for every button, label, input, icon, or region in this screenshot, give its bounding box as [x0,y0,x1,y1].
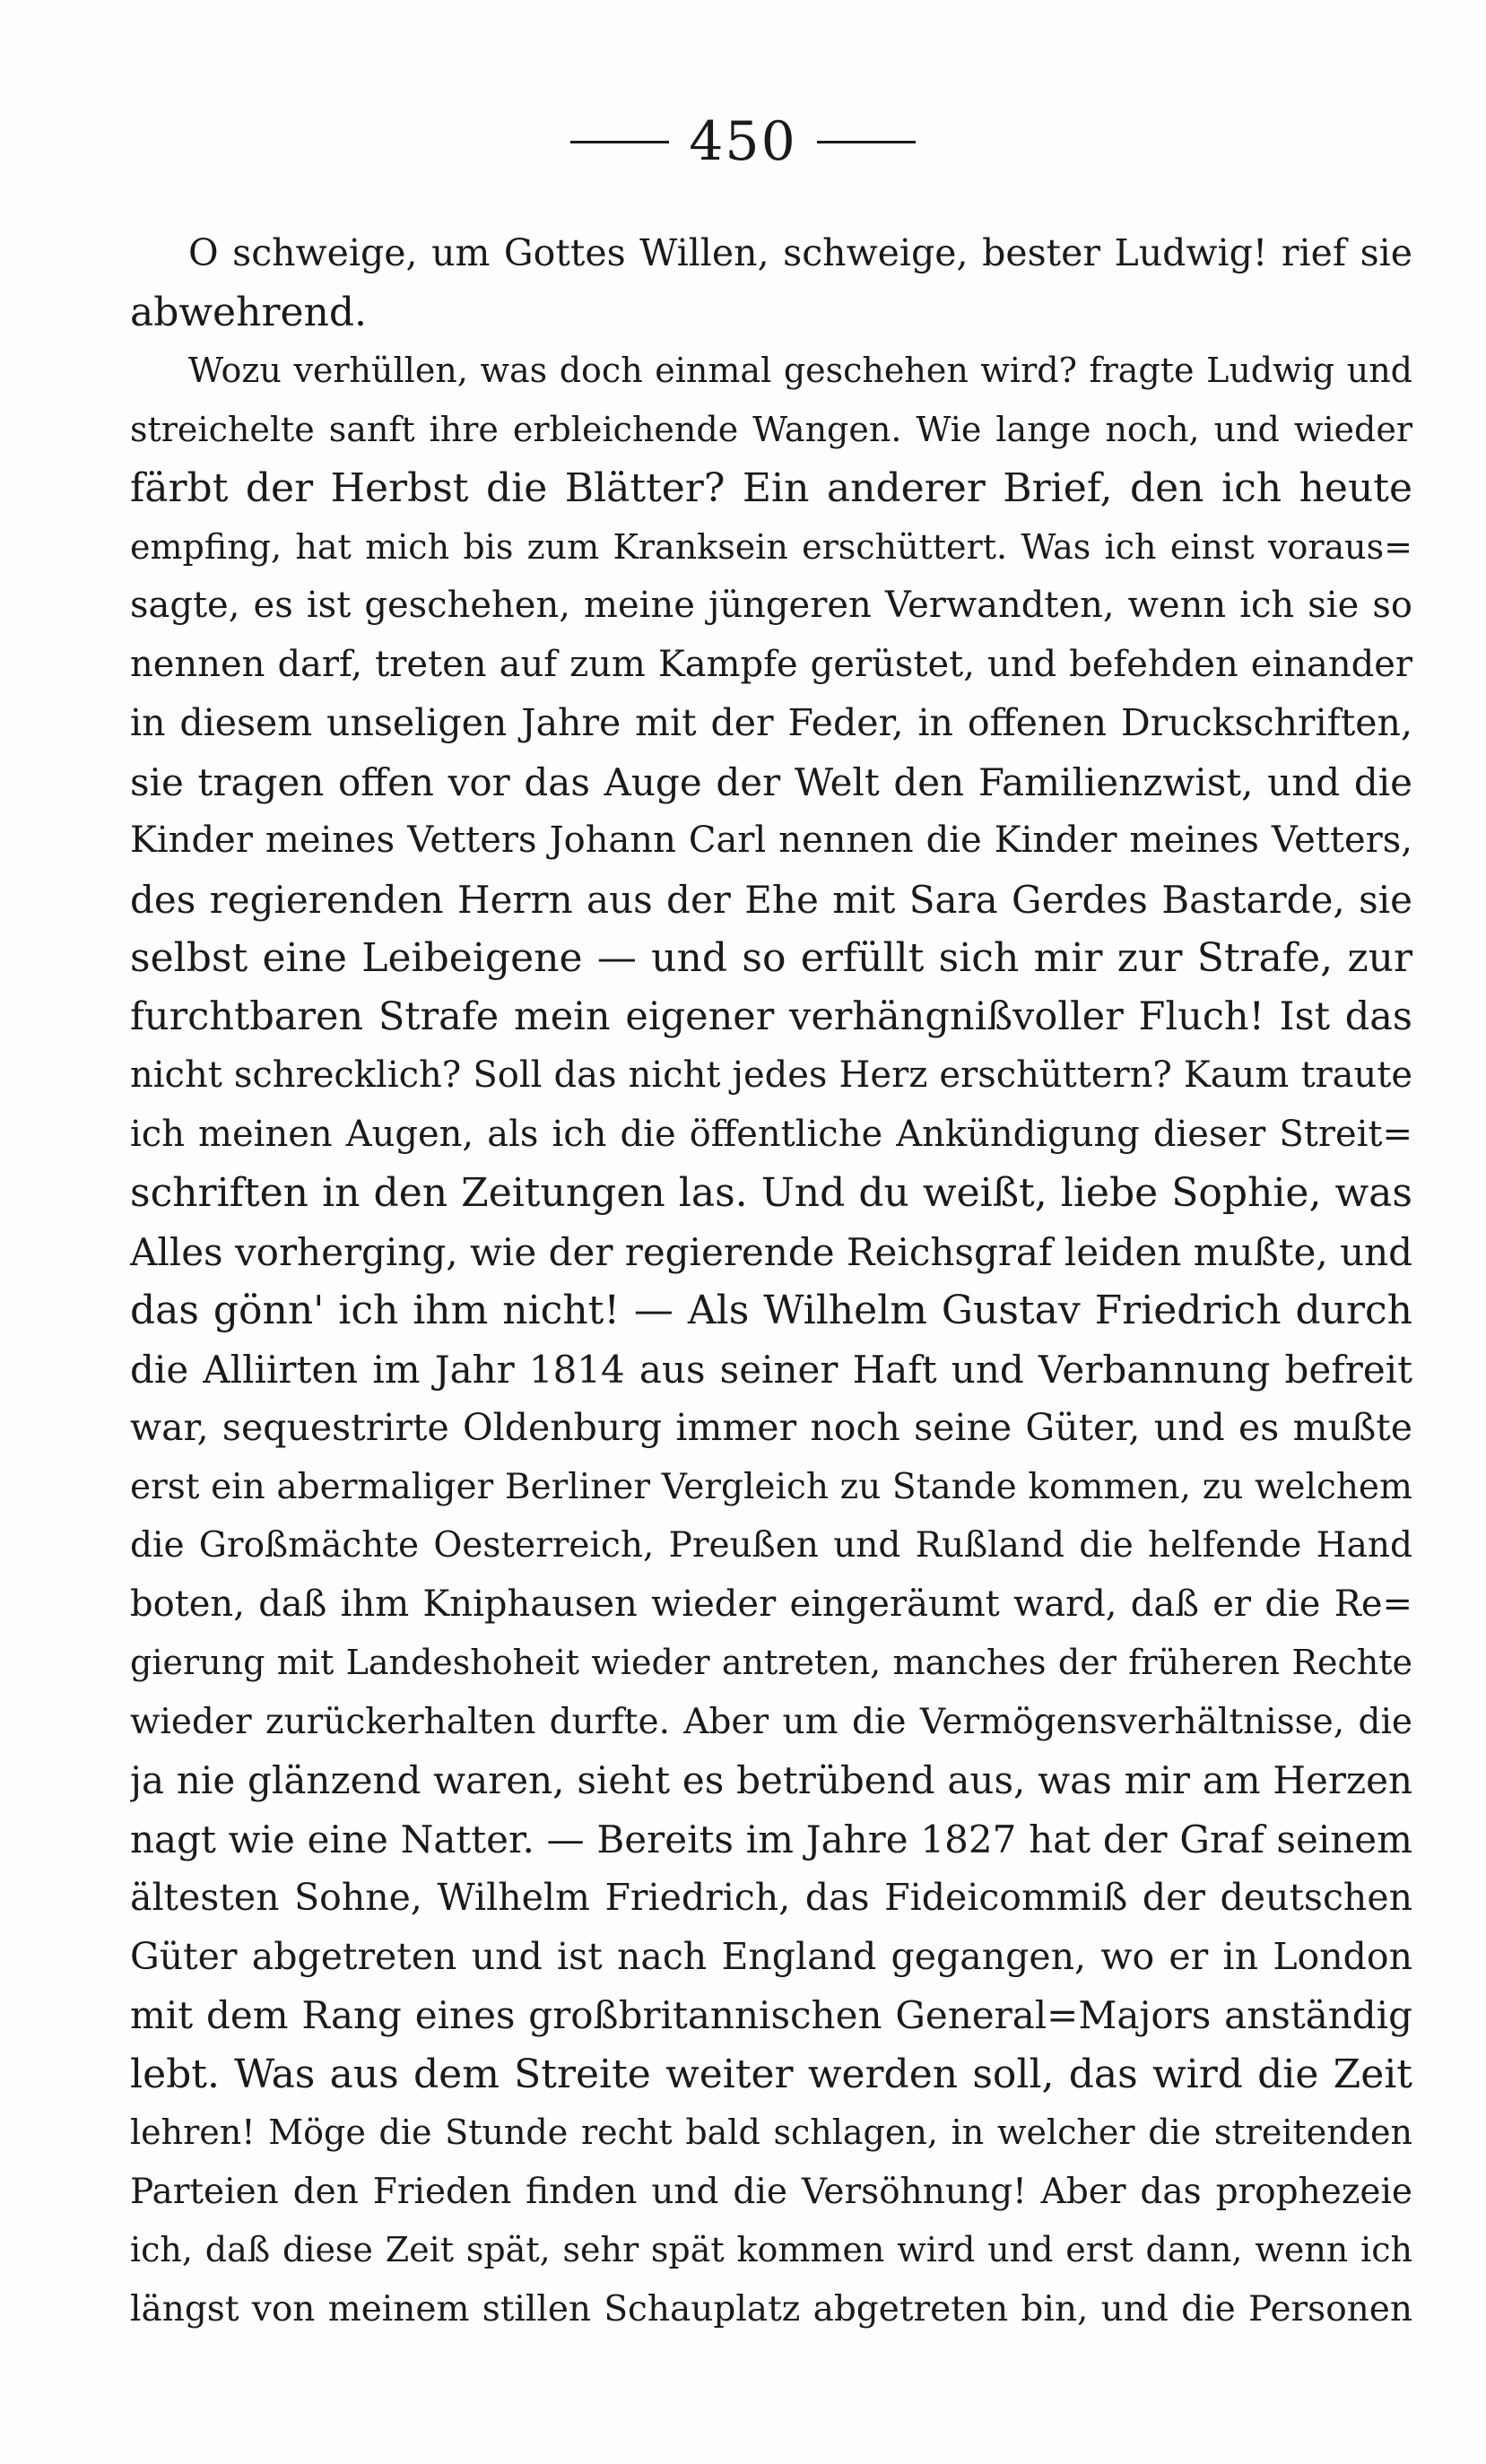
text-line: streichelte sanft ihre erbleichende Wangen. Wie lange noch, und wieder [130,409,1412,449]
text-line: färbt der Herbst die Blätter? Ein anderer Brief, den ich heute [130,465,1412,511]
text-line: Güter abgetreten und ist nach England gegangen, wo er in London [130,1934,1412,1978]
text-line: furchtbaren Strafe mein eigener verhängnißvoller Fluch! Ist das [130,993,1412,1039]
text-line: Alles vorherging, wie der regierende Reichsgraf leiden mußte, und [130,1229,1412,1274]
text-line: ich meinen Augen, als ich die öffentliche Ankündigung dieser Streit= [130,1113,1412,1155]
text-line: O schweige, um Gottes Willen, schweige, bester Ludwig! rief sie [188,231,1412,274]
text-line: nicht schrecklich? Soll das nicht jedes Herz erschüttern? Kaum traute [130,1054,1412,1096]
text-line: ich, daß diese Zeit spät, sehr spät kommen wird und erst dann, wenn ich [130,2230,1412,2269]
text-line: empfing, hat mich bis zum Kranksein erschüttert. Was ich einst voraus= [130,526,1412,567]
body-text [130,224,1412,2338]
text-line: ja nie glänzend waren, sieht es betrübend aus, was mir am Herzen [130,1758,1412,1802]
page-number: 450 [689,110,797,173]
text-line: sie tragen offen vor das Auge der Welt den Familienzwist, und die [130,759,1412,804]
text-line: wieder zurückerhalten durfte. Aber um die Vermögensverhältnisse, die [130,1701,1412,1742]
text-line: gierung mit Landeshoheit wieder antreten, manches der früheren Rechte [130,1643,1412,1682]
text-line: Kinder meines Vetters Johann Carl nennen die Kinder meines Vetters, [130,820,1412,861]
text-line: lehren! Möge die Stunde recht bald schlagen, in welcher die streitenden [130,2113,1412,2152]
text-line: ältesten Sohne, Wilhelm Friedrich, das Fideicommiß der deutschen [130,1876,1412,1919]
text-line: abwehrend. [130,289,367,335]
text-line: die Großmächte Oesterreich, Preußen und Rußland die helfende Hand [130,1525,1412,1566]
text-line: Parteien den Frieden finden und die Versöhnung! Aber das prophezeie [130,2171,1412,2212]
text-line: schriften in den Zeitungen las. Und du weißt, liebe Sophie, was [130,1170,1412,1216]
text-line: erst ein abermaliger Berliner Vergleich zu Stande kommen, zu welchem [130,1466,1412,1507]
header-rule-left [570,141,669,143]
text-line: boten, daß ihm Kniphausen wieder eingeräumt ward, daß er die Re= [130,1583,1412,1625]
text-line: nagt wie eine Natter. — Bereits im Jahre 1827 hat der Graf seinem [130,1817,1412,1861]
text-line: sagte, es ist geschehen, meine jüngeren Verwandten, wenn ich sie so [130,585,1412,626]
text-line: lebt. Was aus dem Streite weiter werden soll, das wird die Zeit [130,2051,1412,2097]
text-line: nennen darf, treten auf zum Kampfe gerüstet, und befehden einander [130,643,1412,685]
page-header [0,106,1486,178]
text-line: selbst eine Leibeigene — und so erfüllt sich mir zur Strafe, zur [130,935,1412,981]
text-line: des regierenden Herrn aus der Ehe mit Sara Gerdes Bastarde, sie [130,877,1412,922]
text-line: längst von meinem stillen Schauplatz abgetreten bin, und die Personen [130,2288,1412,2330]
text-line: in diesem unseligen Jahre mit der Feder, in offenen Druckschriften, [130,701,1412,744]
text-line: Wozu verhüllen, was doch einmal geschehen wird? fragte Ludwig und [188,351,1412,390]
header-rule-right [817,141,916,143]
text-line: das gönn' ich ihm nicht! — Als Wilhelm Gustav Friedrich durch [130,1288,1412,1333]
text-line: mit dem Rang eines großbritannischen General=Majors anständig [130,1993,1412,2037]
text-line: war, sequestrirte Oldenburg immer noch seine Güter, und es mußte [130,1406,1412,1449]
text-line: die Alliirten im Jahr 1814 aus seiner Haft und Verbannung befreit [130,1347,1412,1392]
